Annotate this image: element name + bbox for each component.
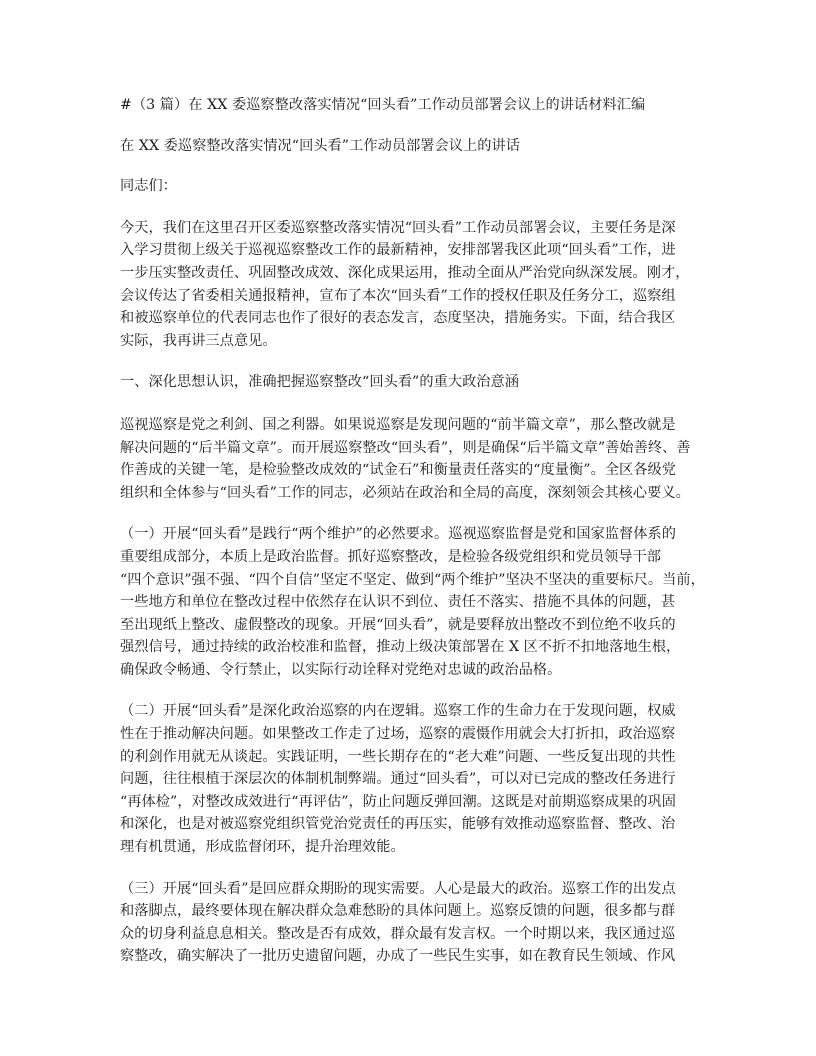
text-line: 和落脚点，最终要体现在解决群众急难愁盼的具体问题上。巡察反馈的问题，很多都与群 <box>120 903 676 920</box>
greeting: 同志们： <box>120 178 177 195</box>
paragraph-point-1 <box>120 523 705 681</box>
text-line: 和深化，也是对被巡察党组织管党治党责任的再压实，能够有效推动巡察监督、整改、治 <box>120 816 676 833</box>
text-line: （三）开展“回头看”是回应群众期盼的现实需要。人心是最大的政治。巡察工作的出发点 <box>120 880 676 897</box>
text-line: 众的切身利益息息相关。整改是否有成效，群众最有发言权。一个时期以来，我区通过巡 <box>120 925 676 942</box>
text-line: 重要组成部分，本质上是政治监督。抓好巡察整改，是检验各级党组织和党员领导干部 <box>120 548 662 565</box>
text-line: 性在于推动解决问题。如果整改工作走了过场，巡察的震慑作用就会大打折扣，政治巡察 <box>120 726 676 743</box>
text-line: 一些地方和单位在整改过程中依然存在认识不到位、责任不落实、措施不具体的问题，甚 <box>120 594 676 611</box>
text-line: 实际，我再讲三点意见。 <box>120 332 277 349</box>
speech-title: 在 XX 委巡察整改落实情况“回头看”工作动员部署会议上的讲话 <box>120 137 520 154</box>
text-line: 组织和全体参与“回头看”工作的同志，必须站在政治和全局的高度，深刻领会其核心要义。 <box>120 484 690 501</box>
text-line: 察整改，确实解决了一批历史遗留问题，办成了一些民生实事，如在教育民生领域、作风 <box>120 948 676 965</box>
document-title: #（3 篇）在 XX 委巡察整改落实情况“回头看”工作动员部署会议上的讲话材料汇编 <box>120 97 646 113</box>
text-line: 确保政令畅通、令行禁止，以实际行动诠释对党绝对忠诚的政治品格。 <box>120 661 562 678</box>
text-line: 问题，往往根植于深层次的体制机制弊端。通过“回头看”，可以对已完成的整改任务进行 <box>120 771 676 788</box>
text-line: 理有机贯通，形成监督闭环，提升治理效能。 <box>120 839 405 856</box>
text-line: 会议传达了省委相关通报精神，宣布了本次“回头看”工作的授权任职及任务分工，巡察组 <box>120 287 676 304</box>
document-page <box>120 94 705 987</box>
text-line: 作善成的关键一笔，是检验整改成效的“试金石”和衡量责任落实的“度量衡”。全区各级党 <box>120 462 677 479</box>
paragraph-point-2 <box>120 700 698 858</box>
section-heading-1 <box>120 371 698 394</box>
paragraph-intro <box>120 217 698 353</box>
section-heading-text: 一、深化思想认识，准确把握巡察整改“回头看”的重大政治意涵 <box>120 374 520 391</box>
text-line: 强烈信号，通过持续的政治校准和监督，推动上级决策部署在 X 区不折不扣地落地生根， <box>120 639 681 656</box>
text-line: “四个意识”强不强、“四个自信”坚定不坚定、做到“两个维护”坚决不坚决的重要标尺。当前， <box>120 571 705 588</box>
text-line: 巡视巡察是党之利剑、国之利器。如果说巡察是发现问题的“前半篇文章”，那么整改就是 <box>120 416 676 433</box>
text-line: 至出现纸上整改、虚假整改的现象。开展“回头看”，就是要释放出整改不到位绝不收兵的 <box>120 616 676 633</box>
text-line: 今天，我们在这里召开区委巡察整改落实情况“回头看”工作动员部署会议，主要任务是深 <box>120 219 676 236</box>
text-line: （二）开展“回头看”是深化政治巡察的内在逻辑。巡察工作的生命力在于发现问题，权威 <box>120 703 676 720</box>
text-line: 解决问题的“后半篇文章”。而开展巡察整改“回头看”，则是确保“后半篇文章”善始善终、善 <box>120 439 691 456</box>
text-line: “再体检”，对整改成效进行“再评估”，防止问题反弹回潮。这既是对前期巡察成果的巩固 <box>120 793 677 810</box>
text-line: 的利剑作用就无从谈起。实践证明，一些长期存在的“老大难”问题、一些反复出现的共性 <box>120 748 676 765</box>
text-line: （一）开展“回头看”是践行“两个维护”的必然要求。巡视巡察监督是党和国家监督体系的 <box>120 526 677 543</box>
text-line: 和被巡察单位的代表同志也作了很好的表态发言，态度坚决，措施务实。下面，结合我区 <box>120 310 676 327</box>
text-line: 入学习贯彻上级关于巡视巡察整改工作的最新精神，安排部署我区此项“回头看”工作，进 <box>120 242 676 259</box>
paragraph-section-1-intro <box>120 414 698 504</box>
text-line: 一步压实整改责任、巩固整改成效、深化成果运用，推动全面从严治党向纵深发展。刚才， <box>120 264 690 281</box>
paragraph-point-3 <box>120 878 698 968</box>
